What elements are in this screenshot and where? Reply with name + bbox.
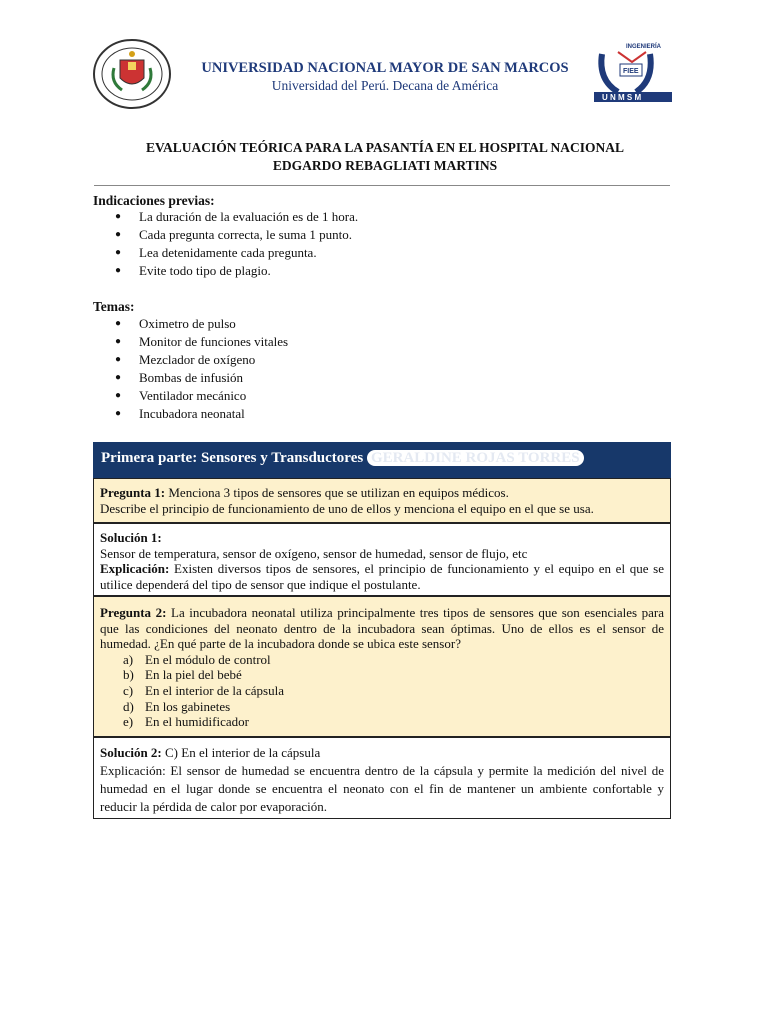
solution-1-box	[93, 523, 671, 596]
option-item	[100, 683, 664, 699]
solution-2-answer: C) En el interior de la cápsula	[165, 745, 321, 760]
right-logo-box-text: FIEE	[623, 68, 639, 75]
temas-list	[93, 315, 288, 423]
temas-label: Temas:	[93, 299, 135, 314]
solution-2-label: Solución 2:	[100, 745, 162, 760]
question-2-box	[93, 596, 671, 737]
option-text: En los gabinetes	[145, 698, 231, 714]
tema-item: ● Mezclador de oxígeno	[93, 351, 288, 369]
tema-item: ● Bombas de infusión	[93, 369, 288, 387]
solution-1-explanation: Existen diversos tipos de sensores, el principio de funcionamiento y el equipo en el que se utilice dependerá del tipo de sensor que indique el postulante.	[100, 561, 665, 592]
question-2-text: La incubadora neonatal utiliza principalmente tres tipos de sensores que son esenciales para que las condiciones del neonato dentro de la incubadora sean óptimas. Uno de ellos es el sensor de humedad. ¿En qué parte de la incubadora donde se ubica este sensor?	[100, 605, 665, 652]
option-letter: a)	[123, 651, 134, 667]
right-logo-side-text: FACULTAD DE ELECTRÓNICA	[596, 44, 610, 45]
title-divider	[94, 185, 670, 186]
question-2-label: Pregunta 2:	[100, 605, 167, 620]
option-item	[100, 667, 664, 683]
option-text: En el módulo de control	[145, 651, 271, 667]
evaluation-title-line1: EVALUACIÓN TEÓRICA PARA LA PASANTÍA EN EL HOSPITAL NACIONAL	[145, 140, 625, 155]
option-letter: e)	[123, 714, 134, 730]
tema-item: ● Incubadora neonatal	[93, 405, 288, 423]
indicaciones-item: ● Evite todo tipo de plagio.	[93, 262, 358, 280]
medicine-faculty-seal-logo	[92, 38, 172, 110]
question-1-text2: Describe el principio de funcionamiento de uno de ellos y menciona el equipo en el que se usa.	[100, 500, 594, 516]
evaluation-title	[100, 139, 670, 175]
tema-item: ● Oximetro de pulso	[93, 315, 288, 333]
option-letter: b)	[123, 667, 134, 683]
option-text: En la piel del bebé	[145, 667, 242, 683]
university-name: UNIVERSIDAD NACIONAL MAYOR DE SAN MARCOS	[201, 60, 569, 76]
option-item	[100, 699, 664, 715]
right-logo-band-text: U N M S M	[602, 93, 642, 102]
option-text: En el humidificador	[145, 714, 249, 730]
solution-1-label: Solución 1:	[100, 530, 162, 545]
fiee-unmsm-logo	[588, 40, 678, 104]
question-1-label: Pregunta 1:	[100, 485, 166, 500]
option-letter: c)	[123, 682, 134, 698]
university-subtitle: Universidad del Perú. Decana de América	[271, 78, 499, 93]
question-1-box	[93, 478, 671, 523]
option-item	[100, 714, 664, 730]
option-item	[100, 652, 664, 668]
indicaciones-list	[93, 208, 358, 280]
indicaciones-item: ● Lea detenidamente cada pregunta.	[93, 244, 358, 262]
indicaciones-label: Indicaciones previas:	[93, 193, 215, 208]
option-text: En el interior de la cápsula	[145, 682, 284, 698]
question-2-options	[100, 652, 664, 730]
evaluation-title-line2: EDGARDO REBAGLIATI MARTINS	[272, 158, 498, 173]
part1-header	[93, 442, 671, 478]
solution-2-box	[93, 737, 671, 819]
right-logo-top-text: INGENIERÍA	[626, 44, 662, 50]
highlighted-name: GERALDINE ROJAS TORRES	[367, 450, 584, 466]
tema-item: ● Ventilador mecánico	[93, 387, 288, 405]
question-1-text: Menciona 3 tipos de sensores que se utilizan en equipos médicos.	[168, 485, 509, 500]
solution-1-explanation-label: Explicación:	[100, 561, 170, 577]
option-letter: d)	[123, 698, 134, 714]
indicaciones-item: ● Cada pregunta correcta, le suma 1 punto.	[93, 226, 358, 244]
indicaciones-item: ● La duración de la evaluación es de 1 hora.	[93, 208, 358, 226]
solution-1-text: Sensor de temperatura, sensor de oxígeno, sensor de humedad, sensor de flujo, etc	[100, 545, 528, 561]
tema-item: ● Monitor de funciones vitales	[93, 333, 288, 351]
solution-2-explanation: Explicación: El sensor de humedad se encuentra dentro de la cápsula y permite la medición del nivel de humedad en el lugar donde se encuentra el neonato con el fin de mantener un ambiente confortable y reducir la pérdida de calor por evaporación.	[100, 763, 664, 814]
part1-header-text: Primera parte: Sensores y Transductores	[101, 450, 364, 466]
